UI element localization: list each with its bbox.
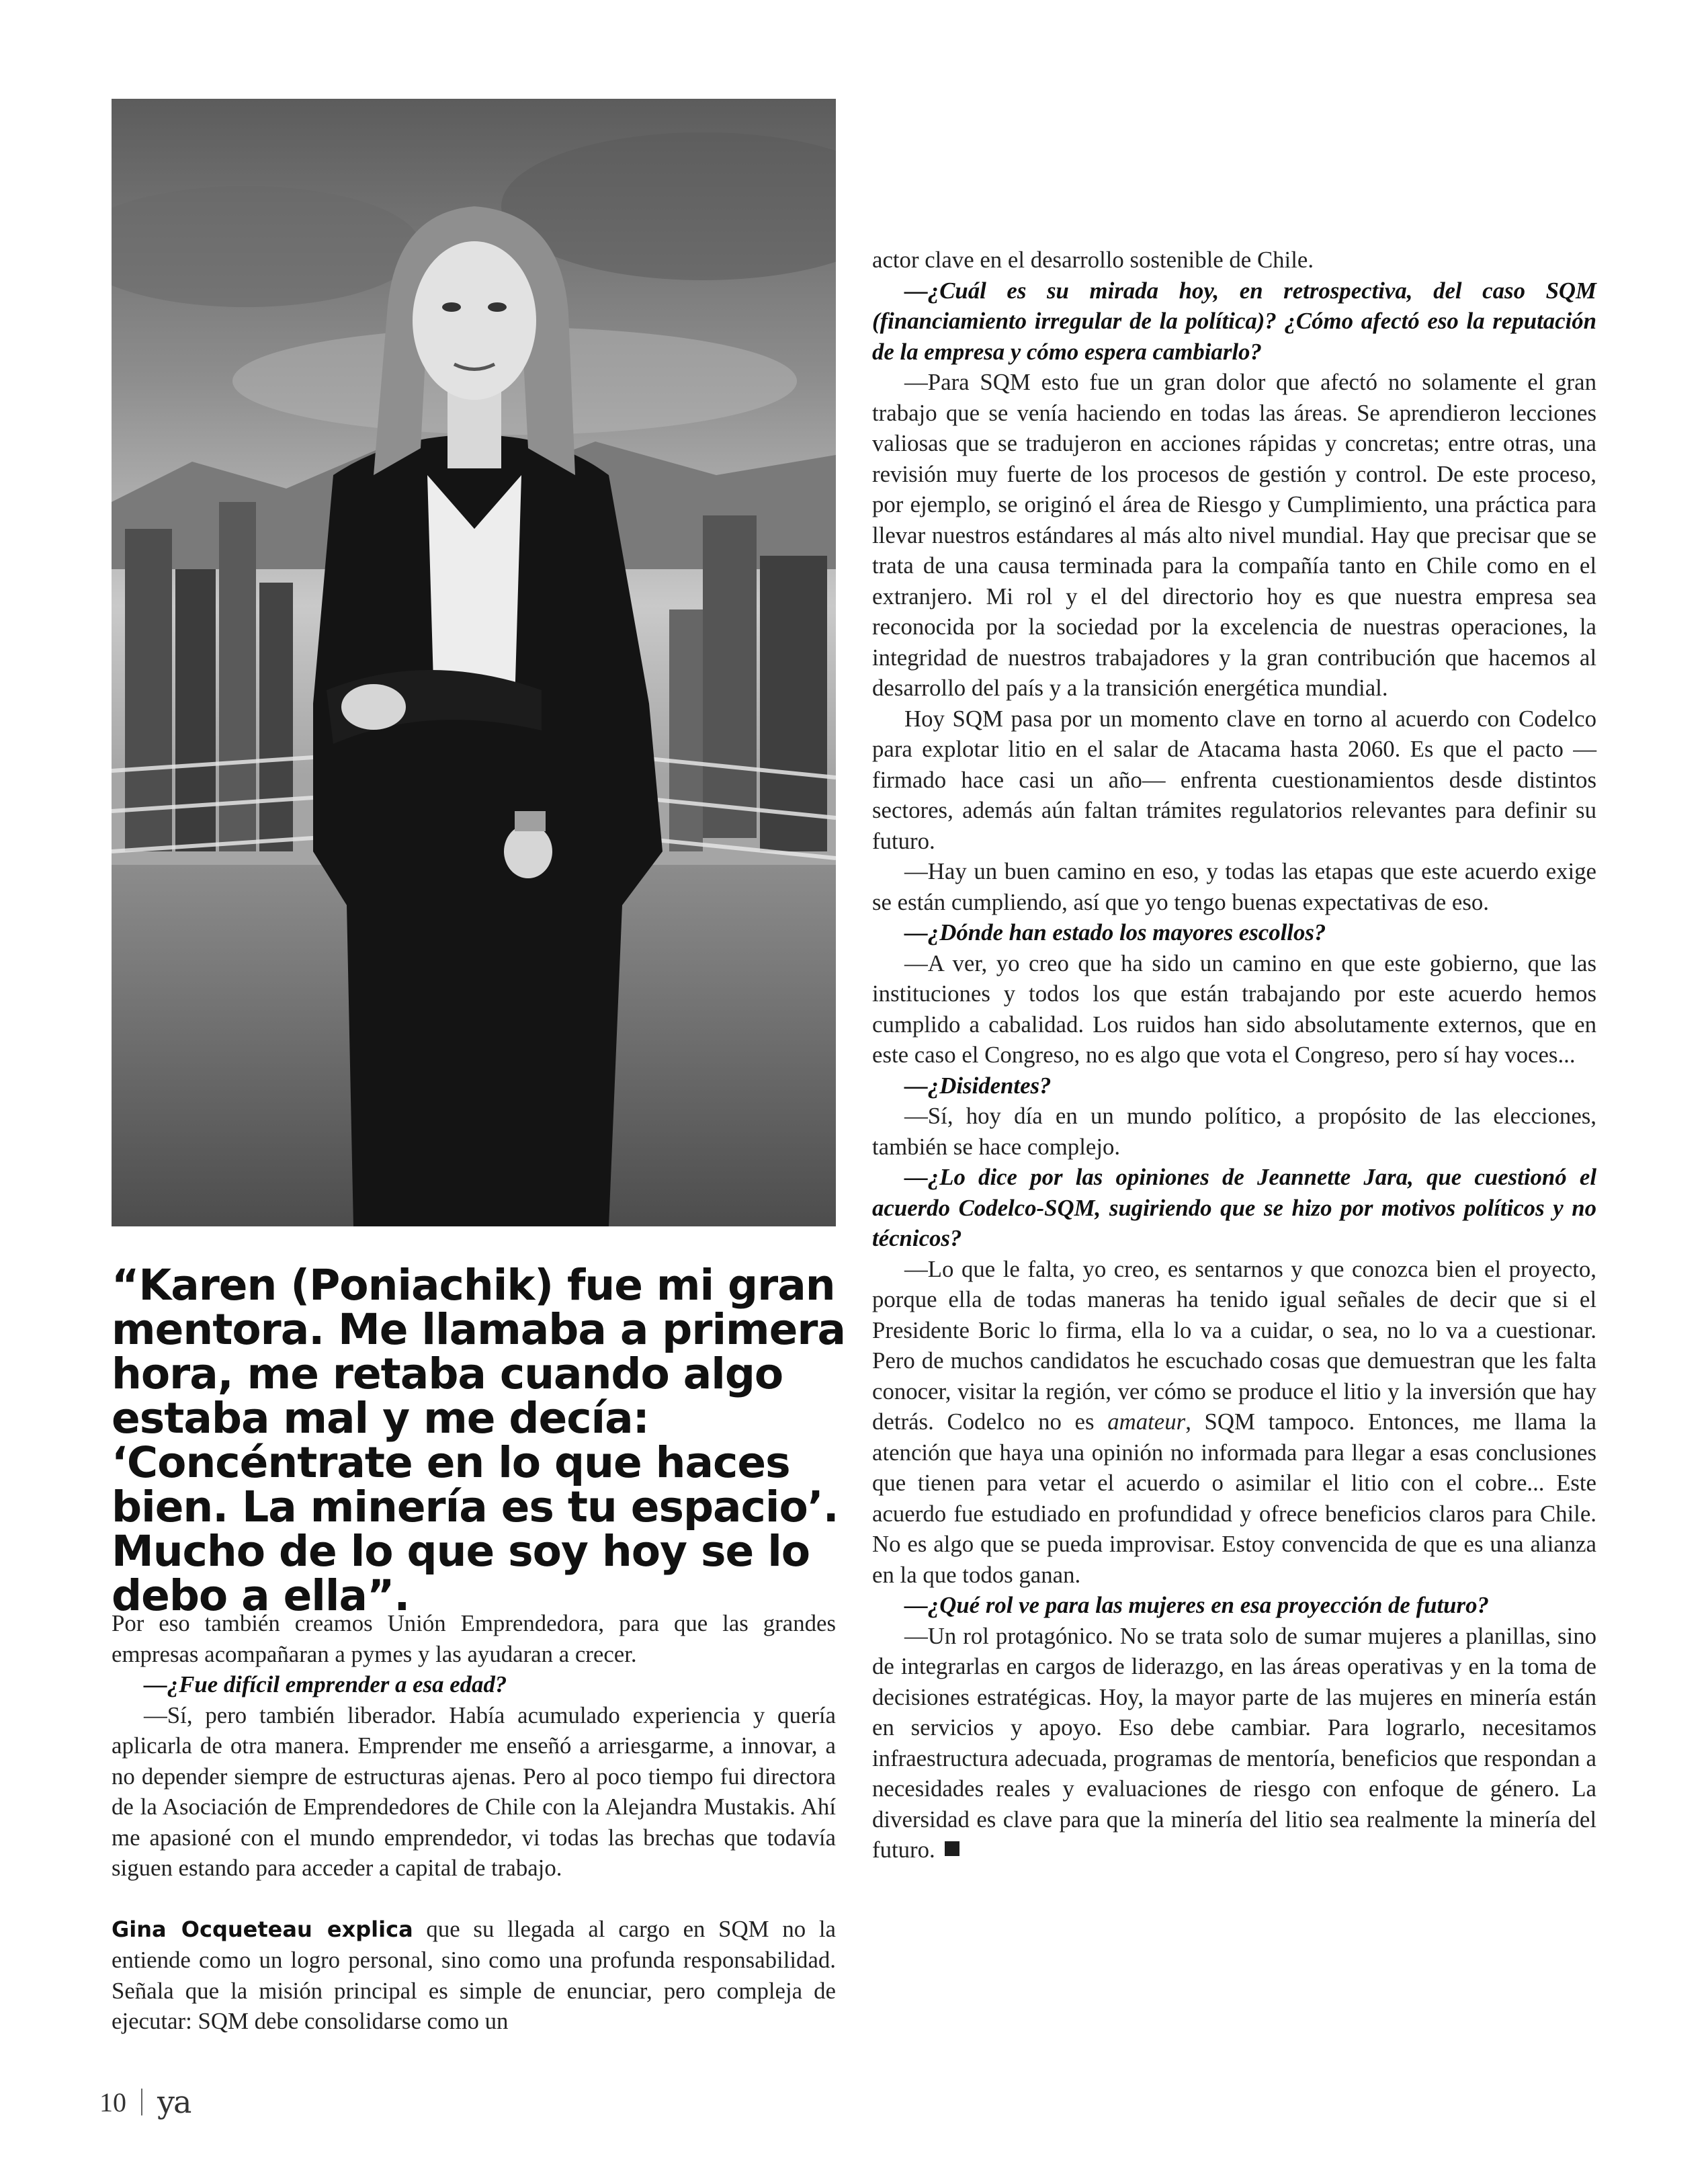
answer: —Sí, hoy día en un mundo político, a propósito de las elecciones, también se hace complejo. [872,1103,1596,1160]
answer-text: , SQM tampoco. Entonces, me llama la atención que haya una opinión no informada para llegar a esas conclusiones que tienen para vetar el acuerdo o asimilar el litio con el cobre... Este acuerdo fue estudiado en profundidad y ofrece beneficios claros para Chile. No es algo que se pueda improvisar. Estoy convencida de que es una alianza en la que todos ganan. [872,1409,1596,1588]
pull-quote: “Karen (Poniachik) fue mi gran mentora. Me llamaba a primera hora, me retaba cuando algo estaba mal y me decía: ‘Concéntrate en lo que haces bien. La minería es tu espacio’. Mucho de lo que soy hoy se lo debo a ella”. [112,1261,845,1620]
page-number: 10 [99,2087,126,2117]
paragraph: Hoy SQM pasa por un momento clave en torno al acuerdo con Codelco para explotar litio en el salar de Atacama hasta 2060. Es que el pacto —firmado hace casi un año— enfrenta cuestionamientos desde distintos sectores, además aún faltan trámites regulatorios relevantes para definir su futuro. [872,705,1596,854]
left-column [112,1608,836,2037]
portrait-illustration [112,99,836,1226]
question: —¿Fue difícil emprender a esa edad? [144,1671,507,1697]
answer: —Para SQM esto fue un gran dolor que afectó no solamente el gran trabajo que se venía haciendo en todas las áreas. Se aprendieron lecciones valiosas que se tradujeron en acciones rápidas y concretas; entre otras, una revisión muy fuerte de los procesos de gestión y control. De este proceso, por ejemplo, se originó el área de Riesgo y Cumplimiento, una práctica para llevar nuestros estándares al más alto nivel mundial. Hay que precisar que se trata de una causa terminada para la compañía tanto en Chile como en el extranjero. Mi rol y el del directorio hoy es que nuestra empresa sea reconocida por la sociedad por la excelencia de nuestras operaciones, la integridad de nuestros trabajadores y la gran contribución que hacemos al desarrollo del país y a la transición energética mundial. [872,369,1596,701]
answer [872,1621,1596,1865]
magazine-logo: ya [157,2084,191,2120]
question: —¿Disidentes? [904,1072,1052,1099]
paragraph: Por eso también creamos Unión Emprendedora, para que las grandes empresas acompañaran a pymes y las ayudaran a crecer. [112,1610,836,1667]
answer: —Hay un buen camino en eso, y todas las etapas que este acuerdo exige se están cumpliendo, así que yo tengo buenas expectativas de eso. [872,858,1596,915]
answer: —A ver, yo creo que ha sido un camino en que este gobierno, que las instituciones y todos los que están trabajando por este acuerdo hemos cumplido a cabalidad. Los ruidos han sido absolutamente externos, que en este caso el Congreso, no es algo que vota el Congreso, pero sí hay voces... [872,950,1596,1068]
portrait-photo [112,99,836,1226]
end-mark-icon [945,1841,959,1856]
italic-term: amateur [1107,1409,1186,1435]
question: —¿Lo dice por las opiniones de Jeannette Jara, que cuestionó el acuerdo Codelco-SQM, sugiriendo que se hizo por motivos políticos y no técnicos? [872,1164,1596,1251]
question: —¿Qué rol ve para las mujeres en esa proyección de futuro? [904,1592,1489,1618]
paragraph-text: que su llegada al cargo en SQM no la entiende como un logro personal, sino como una profunda responsabilidad. Señala que la misión principal es simple de enunciar, pero compleja de ejecutar: SQM debe consolidarse como un [112,1915,837,2034]
page-footer [99,2082,190,2122]
answer: —Sí, pero también liberador. Había acumulado experiencia y quería aplicarla de otra manera. Emprender me enseñó a arriesgarme, a innovar, a no depender siempre de estructuras ajenas. Pero al poco tiempo fui directora de la Asociación de Emprendedores de Chile con la Alejandra Mustakis. Ahí me apasioné con el mundo emprendedor, vi todas las brechas que todavía siguen estando para acceder a capital de trabajo. [112,1702,836,1881]
question: —¿Cuál es su mirada hoy, en retrospectiva, del caso SQM (financiamiento irregular de la política)? ¿Cómo afectó eso la reputación de la empresa y cómo espera cambiarlo? [872,277,1596,365]
right-column [872,245,1596,1865]
answer-text: —Lo que le falta, yo creo, es sentarnos y que conozca bien el proyecto, porque ella de todas maneras ha tenido igual señales de decir que si el Presidente Boric lo firma, ella lo va a cuidar, o sea, no lo va a cuestionar. Pero de muchos candidatos he escuchado cosas que demuestran que les falta conocer, visitar la región, ver cómo se produce el litio y la inversión que hay detrás. Codelco no es [872,1255,1596,1435]
lead-in: Gina Ocqueteau explica [112,1916,413,1942]
answer-text: —Un rol protagónico. No se trata solo de sumar mujeres a planillas, sino de integrarlas en cargos de liderazgo, en las áreas operativas y en la toma de decisiones estratégicas. Hoy, la mayor parte de las mujeres en minería están en servicios y apoyo. Eso debe cambiar. Para lograrlo, necesitamos infraestructura adecuada, programas de mentoría, beneficios que respondan a necesidades reales y evaluaciones de riesgo con enfoque de género. La diversidad es clave para que la minería del litio sea realmente la minería del futuro. [872,1622,1596,1863]
question: —¿Dónde han estado los mayores escollos? [904,919,1326,946]
footer-divider [141,2089,142,2115]
paragraph [112,1914,836,2037]
paragraph: actor clave en el desarrollo sostenible de Chile. [872,247,1314,273]
answer [872,1254,1596,1591]
